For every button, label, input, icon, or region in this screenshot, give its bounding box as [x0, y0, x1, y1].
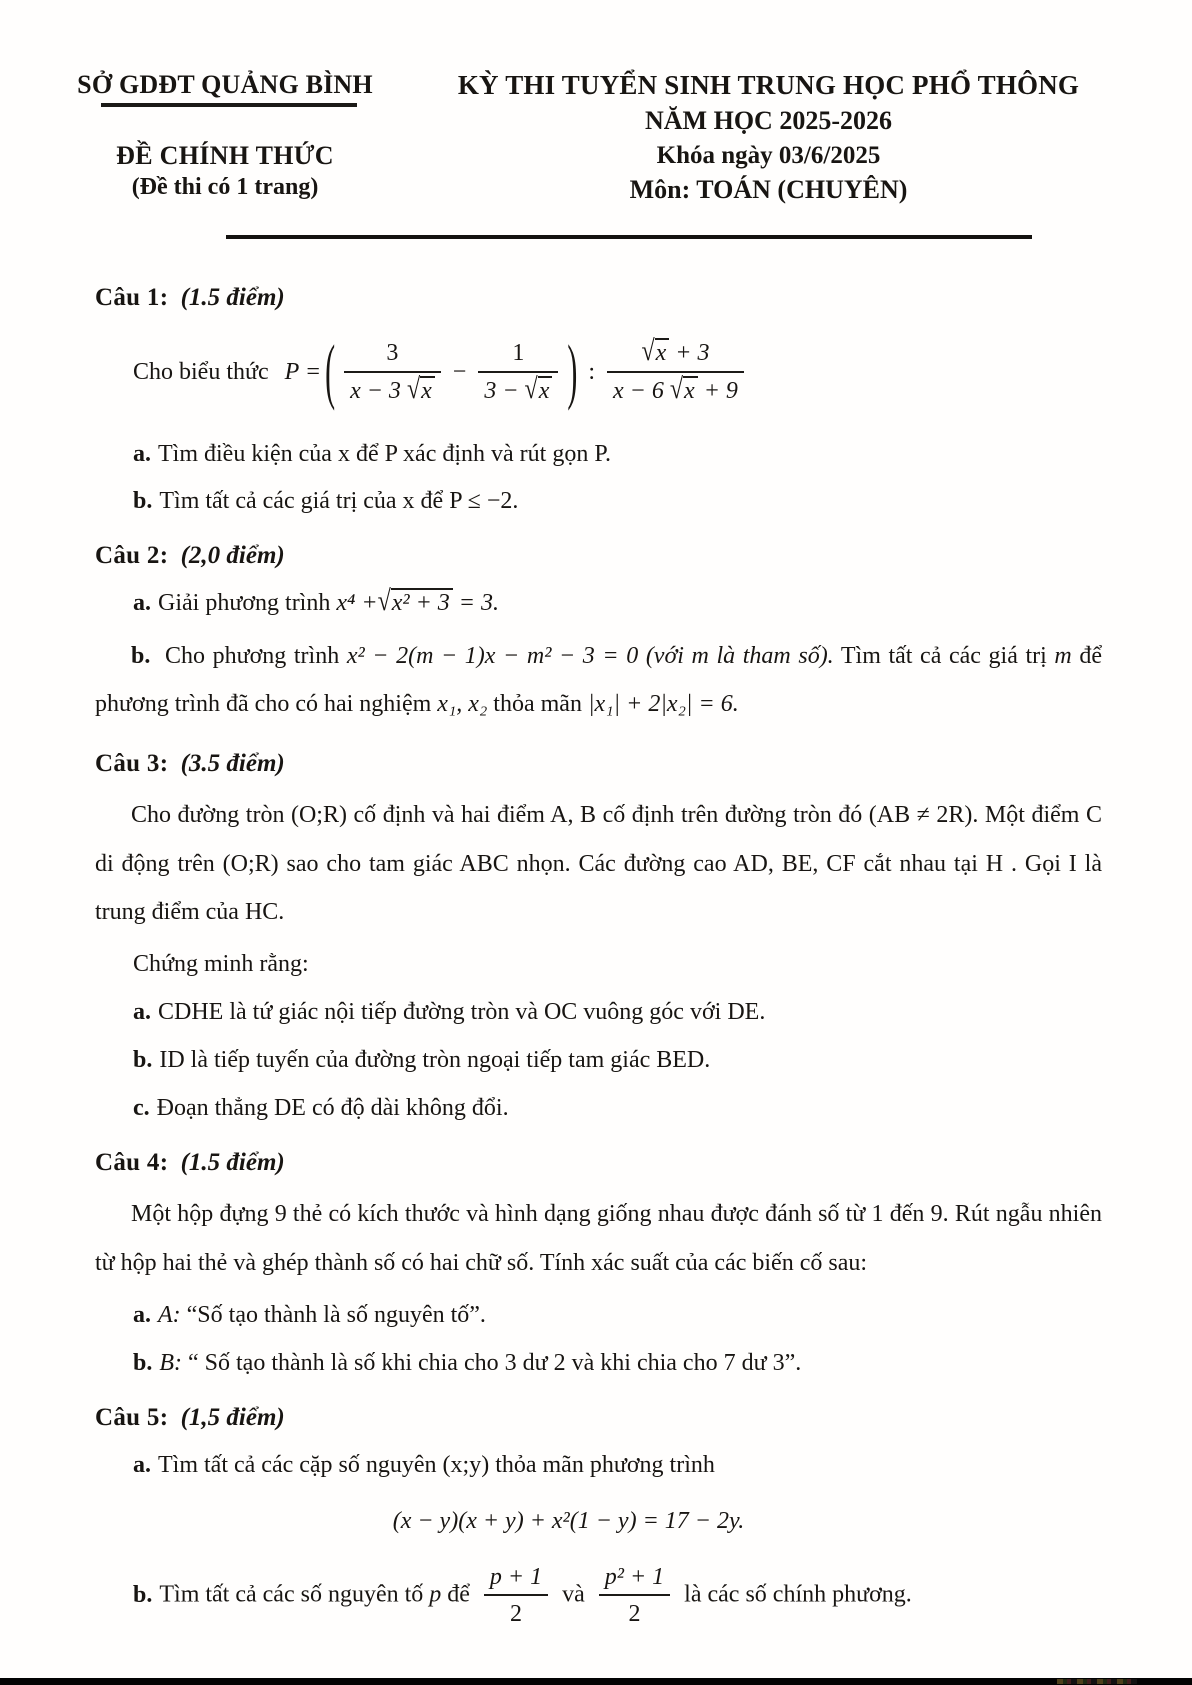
question-2-heading [95, 537, 1102, 575]
square-root [641, 335, 669, 368]
event-variable: A: [158, 1302, 181, 1329]
item-text: để phương trình đã cho có hai nghiệm [95, 642, 1102, 718]
numerator-text: p² + 1 [604, 1564, 665, 1591]
radicand: x [420, 376, 435, 404]
item-marker: a. [133, 589, 151, 616]
item-marker: b. [133, 488, 153, 515]
subject-line: Môn: TOÁN (CHUYÊN) [629, 175, 908, 204]
fraction-1-denominator [344, 373, 441, 407]
item-marker: a. [133, 1302, 151, 1329]
radical-sign: √ [524, 373, 538, 406]
header-left [55, 70, 395, 205]
q3-item-a [133, 993, 1102, 1032]
item-text: Giải phương trình [158, 589, 331, 616]
item-text: “Số tạo thành là số nguyên tố”. [186, 1302, 486, 1329]
q3-item-b [133, 1041, 1102, 1080]
q3-item-c [133, 1089, 1102, 1128]
question-4-heading [95, 1144, 1102, 1182]
right-paren: ) [567, 330, 578, 412]
denominator-text: x − 6 [613, 378, 664, 404]
exam-body [0, 239, 1192, 1631]
radicand: x [655, 338, 670, 366]
q1-expression-line [133, 325, 1102, 421]
radical-sign: √ [669, 373, 684, 406]
question-5-points: (1,5 điểm) [180, 1404, 285, 1432]
item-text: là các số chính phương. [684, 1581, 912, 1608]
item-text: Đoạn thẳng DE có độ dài không đổi. [156, 1095, 509, 1122]
equation-text: x² − 2(m − 1)x − m² − 3 = 0 [346, 642, 639, 669]
item-text: và [562, 1581, 585, 1608]
question-3-label: Câu 3: [95, 749, 169, 777]
fraction-denominator: 2 [628, 1601, 641, 1628]
bottom-scan-bar [0, 1678, 1192, 1685]
question-2-label: Câu 2: [95, 542, 169, 570]
scan-noise [1057, 1679, 1137, 1684]
q5a-equation [95, 1505, 1042, 1539]
math-condition: |x₁| + 2|x₂| = 6. [587, 691, 739, 718]
item-text: CDHE là tứ giác nội tiếp đường tròn và OC vuông góc với DE. [158, 999, 766, 1026]
official-exam-label: ĐỀ CHÍNH THỨC [116, 141, 334, 170]
q2-item-a [133, 584, 1102, 623]
fraction-3-denominator [607, 373, 744, 407]
parenthetical-note: (với m là tham số). [645, 642, 834, 669]
radicand: x² + 3 [391, 588, 453, 616]
fraction-3-numerator [607, 335, 744, 373]
q3-intro: Cho đường tròn (O;R) cố định và hai điểm A, B cố định trên đường tròn đó (AB ≠ 2R). Một điểm C di động trên (O;R) sao cho tam giác ABC nhọn. Các đường cao AD, BE, CF cắt nhau tại H . Gọi I là trung điểm của HC. [95, 802, 1102, 925]
fraction-numerator [599, 1562, 670, 1596]
item-text: “ Số tạo thành là số khi chia cho 3 dư 2 và khi chia cho 7 dư 3”. [188, 1350, 802, 1377]
math-variable: m [1054, 642, 1072, 669]
item-text: Tìm tất cả các số nguyên tố [159, 1581, 424, 1608]
item-marker: b. [131, 642, 151, 669]
exam-session-date: Khóa ngày 03/6/2025 [656, 142, 881, 169]
equation-text: (x − y)(x + y) + x²(1 − y) = 17 − 2y. [392, 1507, 745, 1534]
q1-item-a [133, 435, 1102, 474]
question-1-heading [95, 279, 1102, 317]
denominator-text: + 9 [703, 378, 738, 404]
fraction-numerator [484, 1562, 548, 1596]
fraction-1-numerator: 3 [344, 338, 441, 373]
radical-sign: √ [406, 373, 421, 406]
question-1-label: Câu 1: [95, 284, 169, 311]
q4-intro: Một hộp đựng 9 thẻ có kích thước và hình dạng giống nhau được đánh số từ 1 đến 9. Rút ngẫu nhiên từ hộp hai thẻ và ghép thành số có hai chữ số. Tính xác suất của các biến cố sau: [95, 1201, 1102, 1276]
fraction-denominator: 2 [510, 1601, 523, 1628]
item-marker: a. [133, 1451, 151, 1478]
radical-sign: √ [641, 335, 655, 368]
fraction-2-numerator: 1 [478, 338, 558, 373]
square-root [669, 373, 698, 406]
page-count-note: (Đề thi có 1 trang) [131, 174, 319, 200]
item-text: Cho phương trình [164, 642, 340, 669]
equation-text: x⁴ + [336, 589, 378, 616]
equation-text: = 3. [458, 589, 499, 616]
q5-item-a [133, 1446, 1102, 1485]
item-marker: a. [133, 440, 151, 467]
item-text: Tìm điều kiện của x để P xác định và rút gọn P. [158, 440, 612, 467]
numerator-text: + 3 [675, 339, 710, 366]
page-header [0, 0, 1192, 205]
question-3-points: (3.5 điểm) [180, 749, 285, 777]
denominator-text: x − 3 [350, 378, 401, 404]
q3-prove-line: Chứng minh rằng: [133, 951, 309, 978]
item-marker: b. [133, 1581, 153, 1608]
item-marker: b. [133, 1350, 153, 1377]
radical-sign: √ [377, 585, 391, 618]
school-year: NĂM HỌC 2025-2026 [645, 106, 892, 135]
item-text: Tìm tất cả các cặp số nguyên (x;y) thỏa mãn phương trình [158, 1451, 715, 1478]
q1-item-b [133, 482, 1102, 521]
square-root [524, 373, 553, 406]
item-marker: c. [133, 1095, 150, 1122]
header-right [395, 70, 1142, 205]
item-text: Tìm tất cả các giá trị của x để P ≤ −2. [159, 488, 519, 515]
fraction-p2-over-2 [599, 1562, 670, 1630]
item-text: Tìm tất cả các giá trị [840, 642, 1047, 669]
item-marker: b. [133, 1047, 153, 1074]
denominator-text: 3 − [484, 378, 519, 404]
divide-operator: : [588, 359, 596, 385]
expression-lhs: P = [284, 359, 322, 385]
question-1-points: (1.5 điểm) [180, 284, 285, 311]
question-2-points: (2,0 điểm) [180, 542, 285, 570]
q4-item-b [133, 1344, 1102, 1383]
minus-operator: − [452, 359, 467, 385]
department-underline [101, 103, 357, 107]
q2a-equation [336, 585, 499, 618]
question-5-label: Câu 5: [95, 1404, 169, 1432]
event-variable: B: [159, 1350, 183, 1377]
item-marker: a. [133, 999, 151, 1026]
q1-expression [284, 330, 749, 412]
numerator-text: p + 1 [489, 1564, 543, 1591]
question-5-heading [95, 1399, 1102, 1437]
question-3-heading [95, 745, 1102, 783]
item-text: ID là tiếp tuyến của đường tròn ngoại tiếp tam giác BED. [159, 1047, 711, 1074]
left-paren: ( [325, 330, 336, 412]
q5-item-b [133, 1562, 1102, 1630]
math-roots: x₁, x₂ [437, 691, 488, 718]
radicand: x [683, 376, 698, 404]
radicand: x [538, 376, 553, 404]
exam-title: KỲ THI TUYỂN SINH TRUNG HỌC PHỔ THÔNG [457, 70, 1080, 100]
fraction-p1-over-2 [484, 1562, 548, 1630]
math-variable: p [429, 1581, 442, 1608]
department-name: SỞ GDĐT QUẢNG BÌNH [77, 70, 373, 99]
fraction-2-denominator [478, 373, 558, 407]
fraction-1 [344, 338, 441, 407]
q4-item-a [133, 1296, 1102, 1335]
q1-intro-text: Cho biểu thức [133, 359, 269, 385]
square-root [406, 373, 435, 406]
question-4-points: (1.5 điểm) [180, 1148, 285, 1176]
fraction-3 [607, 335, 744, 407]
q2-item-b [95, 632, 1102, 729]
question-4-label: Câu 4: [95, 1148, 169, 1176]
item-text: thỏa mãn [493, 691, 582, 718]
square-root [377, 585, 453, 618]
fraction-2 [478, 338, 558, 407]
item-text: để [447, 1581, 470, 1608]
